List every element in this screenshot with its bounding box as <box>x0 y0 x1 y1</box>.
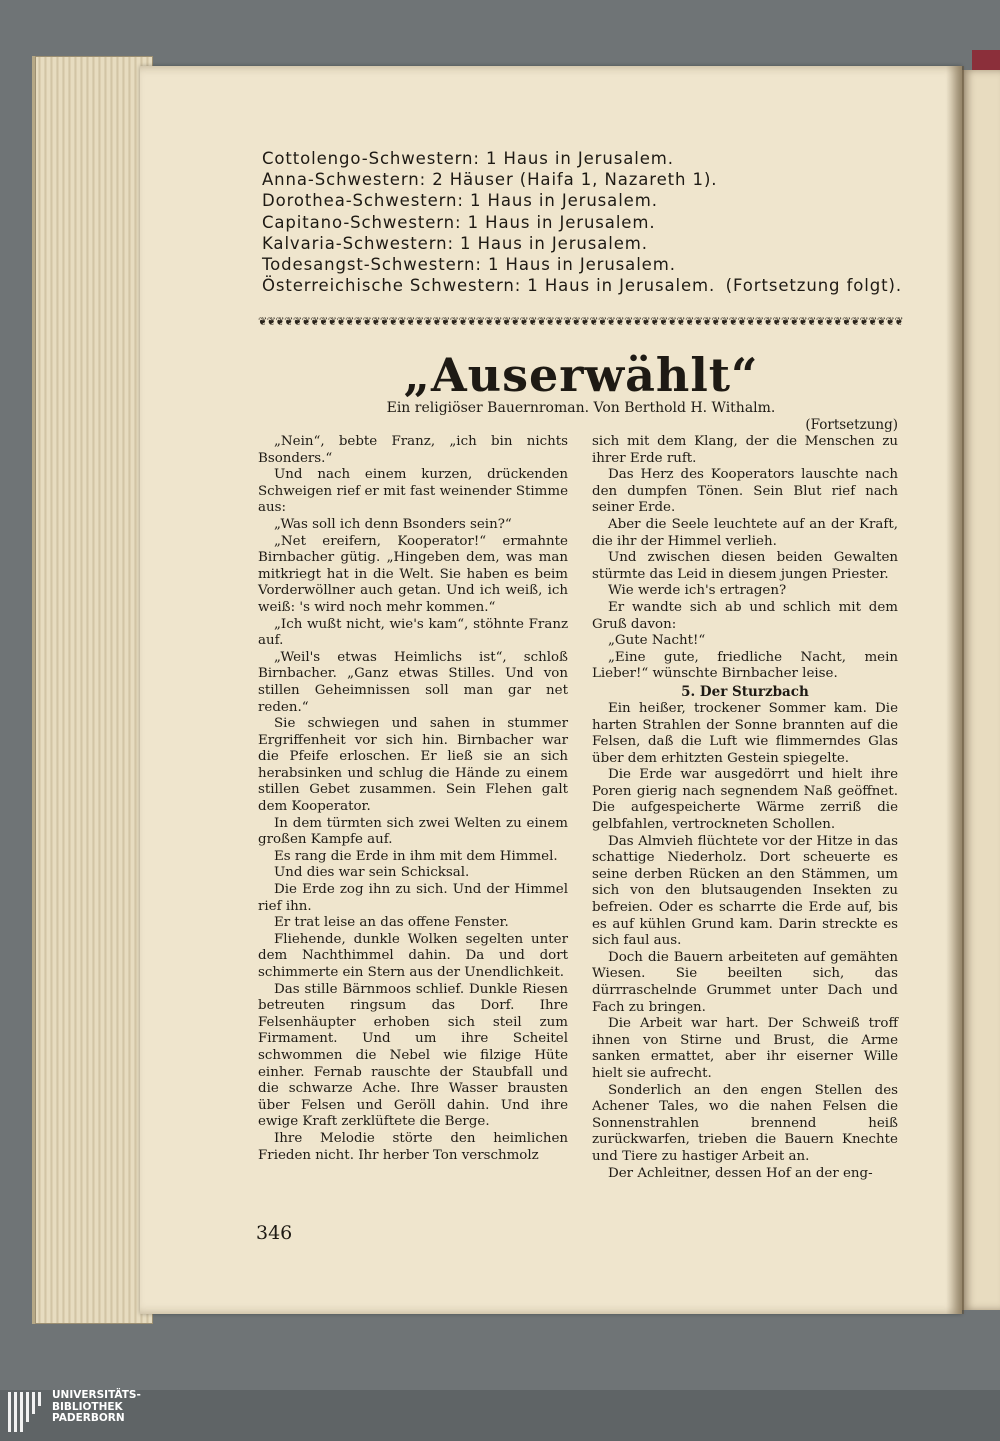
story-title: „Auserwählt“ <box>403 348 759 402</box>
paragraph: Die Erde zog ihn zu sich. Und der Himmel rief ihn. <box>258 882 568 914</box>
book-page-edges <box>32 56 153 1324</box>
paragraph: „Eine gute, friedliche Nacht, mein Lieber!“ wünschte Birnbacher leise. <box>592 649 898 682</box>
paragraph: „Was soll ich denn Bsonders sein?“ <box>274 516 512 532</box>
list-line: Cottolengo-Schwestern: 1 Haus in Jerusalem. <box>262 149 674 168</box>
right-column <box>592 434 898 1182</box>
paragraph: Der Achleitner, dessen Hof an der eng- <box>608 1165 873 1181</box>
paragraph: Und dies war sein Schicksal. <box>274 865 470 881</box>
list-line-text: Österreichische Schwestern: 1 Haus in Jerusalem. <box>262 276 716 296</box>
logo-line: PADERBORN <box>52 1412 125 1424</box>
sisters-list <box>262 148 902 296</box>
paragraph: Und zwischen diesen beiden Gewalten stürmte das Leid in diesem jungen Priester. <box>592 550 898 582</box>
list-line: Anna-Schwestern: 2 Häuser (Haifa 1, Nazareth 1). <box>262 170 718 190</box>
paragraph: In dem türmten sich zwei Welten zu einem großen Kampfe auf. <box>258 815 568 848</box>
paragraph: Er wandte sich ab und schlich mit dem Gruß davon: <box>592 599 898 632</box>
library-logo-icon <box>6 1392 46 1432</box>
list-line: Todesangst-Schwestern: 1 Haus in Jerusalem. <box>262 255 676 275</box>
list-line: Dorothea-Schwestern: 1 Haus in Jerusalem. <box>262 191 658 211</box>
list-line: Capitano-Schwestern: 1 Haus in Jerusalem. <box>262 212 656 232</box>
paragraph: Die Erde war ausgedörrt und hielt ihre Poren gierig nach segnendem Naß geöffnet. Die aufgespeicherte Wärme zerriß die gelbfahlen, vertrockneten Schollen. <box>592 767 898 833</box>
paragraph: Es rang die Erde in ihm mit dem Himmel. <box>274 848 558 864</box>
paragraph: Ein heißer, trockener Sommer kam. Die harten Strahlen der Sonne brannten auf die Felsen, daß die Luft wie flimmerndes Glas über dem erhitzten Gestein spiegelte. <box>592 700 898 766</box>
paragraph: Wie werde ich's ertragen? <box>608 583 787 599</box>
story-subtitle: Ein religiöser Bauernroman. Von Berthold H. Withalm. <box>386 400 776 416</box>
facing-page <box>962 70 1000 1310</box>
paragraph: „Ich wußt nicht, wie's kam“, stöhnte Franz auf. <box>258 616 568 649</box>
paragraph: Das Herz des Kooperators lauschte nach den dumpfen Tönen. Sein Blut rief nach seiner Erde. <box>592 467 898 516</box>
ornamental-divider: ❦❦❦❦❦❦❦❦❦❦❦❦❦❦❦❦❦❦❦❦❦❦❦❦❦❦❦❦❦❦❦❦❦❦❦❦❦❦❦❦❦❦❦❦❦❦❦❦❦❦❦❦❦❦❦❦❦❦❦❦❦❦❦❦❦❦❦❦❦❦❦❦❦❦ <box>258 316 904 328</box>
page-number: 346 <box>256 1222 293 1244</box>
paragraph: Das stille Bärnmoos schlief. Dunkle Riesen betreuten ringsum das Dorf. Ihre Felsenhäupter erhoben sich steil zum Firmament. Und um ihre Scheitel schwommen die Nebel wie filzige Hüte einher. Fernab rauschte der Staubfall und die schwarze Ache. Ihre Wasser brausten über Felsen und Geröll dahin. Und ihre ewige Kraft zerklüftete die Berge. <box>258 981 568 1130</box>
paragraph: Sie schwiegen und sahen in stummer Ergriffenheit vor sich hin. Birnbacher war die Pfeife erloschen. Er ließ sie an sich herabsinken und schlug die Hände zu einem stillen Gebet zusammen. Sein Flehen galt dem Kooperator. <box>258 716 568 815</box>
fortsetzung-folgt: (Fortsetzung folgt). <box>725 276 902 296</box>
logo-line: UNIVERSITÄTS- <box>52 1389 141 1401</box>
spine-shadow <box>946 66 964 1314</box>
paragraph: „Gute Nacht!“ <box>608 633 706 649</box>
paragraph: sich mit dem Klang, der die Menschen zu ihrer Erde ruft. <box>592 434 898 466</box>
paragraph: Fliehende, dunkle Wolken segelten unter dem Nachthimmel dahin. Da und dort schimmerte ein Stern aus der Unendlichkeit. <box>258 931 568 980</box>
library-footer <box>0 1390 1000 1441</box>
paragraph: Aber die Seele leuchtete auf an der Kraft, die ihr der Himmel verlieh. <box>592 516 898 549</box>
section-heading: 5. Der Sturzbach <box>681 683 809 700</box>
paragraph: Das Almvieh flüchtete vor der Hitze in das schattige Niederholz. Dort scheuerte es seine derben Rücken an den Stämmen, um sich von den blutsaugenden Insekten zu befreien. Oder es scharrte die Erde auf, bis es auf kühlen Grund kam. Darin streckte es sich faul aus. <box>592 833 898 949</box>
list-line-last <box>262 275 902 296</box>
fortsetzung-label: (Fortsetzung) <box>805 417 898 433</box>
paragraph: „Weil's etwas Heimlichs ist“, schloß Birnbacher. „Ganz etwas Stilles. Und von stillen Geheimnissen soll man gar net reden.“ <box>258 649 568 715</box>
list-line: Kalvaria-Schwestern: 1 Haus in Jerusalem. <box>262 233 648 253</box>
left-column <box>258 434 568 1164</box>
paragraph: Doch die Bauern arbeiteten auf gemähten Wiesen. Sie beeilten sich, das dürrraschelnde Grummet unter Dach und Fach zu bringen. <box>592 949 898 1015</box>
paragraph: „Nein“, bebte Franz, „ich bin nichts Bsonders.“ <box>258 434 568 466</box>
library-logo-text <box>52 1390 141 1425</box>
paragraph: „Net ereifern, Kooperator!“ ermahnte Birnbacher gütig. „Hingeben dem, was man mitkriegt hat in die Welt. Sie haben es beim Vorderwöllner auch getan. Und ich weiß, ich weiß: 's wird noch mehr kommen.“ <box>258 533 568 615</box>
paragraph: Und nach einem kurzen, drückenden Schweigen rief er mit fast weinender Stimme aus: <box>258 467 568 516</box>
logo-line: BIBLIOTHEK <box>52 1400 123 1413</box>
paragraph: Ihre Melodie störte den heimlichen Frieden nicht. Ihr herber Ton verschmolz <box>258 1130 568 1163</box>
paragraph: Er trat leise an das offene Fenster. <box>274 915 509 931</box>
paragraph: Die Arbeit war hart. Der Schweiß troff ihnen von Stirne und Brust, die Arme sanken ermattet, aber ihr eiserner Wille hielt sie aufrecht. <box>592 1016 898 1081</box>
paragraph: Sonderlich an den engen Stellen des Achener Tales, wo die nahen Felsen die Sonnenstrahlen brennend heiß zurückwarfen, trieben die Bauern Knechte und Tiere zu hastiger Arbeit an. <box>592 1082 898 1164</box>
